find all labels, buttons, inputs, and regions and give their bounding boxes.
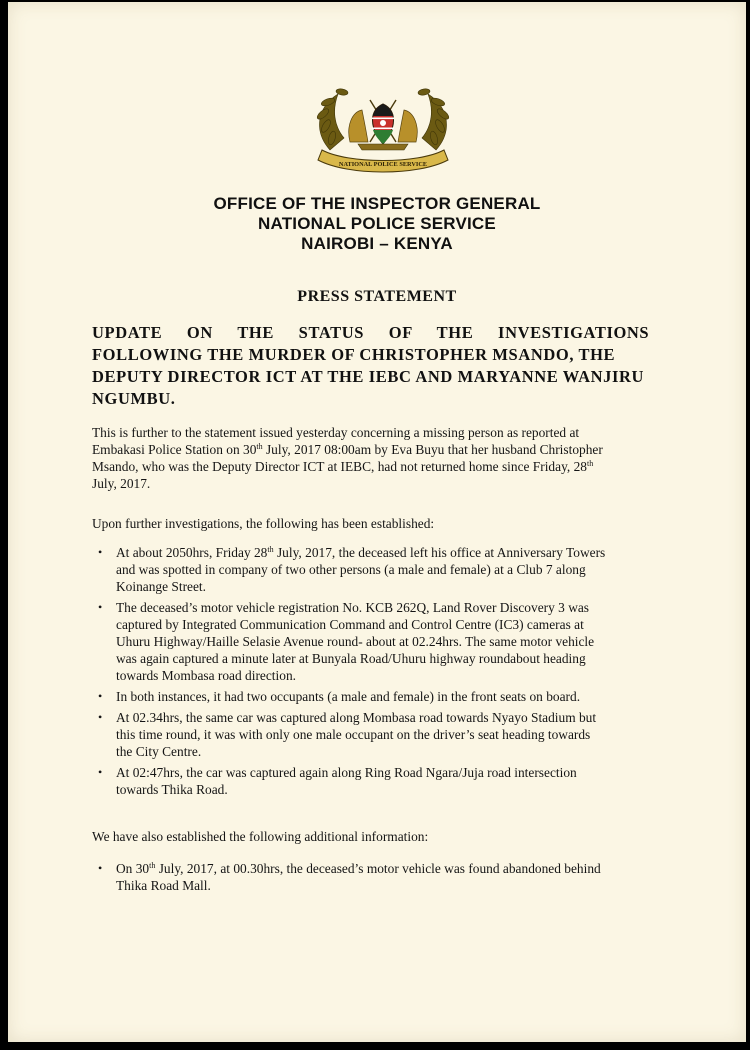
paragraph-line: In both instances, it had two occupants (a male and female) in the front seats on board. bbox=[116, 689, 581, 704]
title-line: UPDATE ON THE STATUS OF THE INVESTIGATIONS bbox=[92, 323, 650, 342]
title-line: NGUMBU. bbox=[92, 389, 176, 408]
paragraph-line: Koinange Street. bbox=[116, 579, 206, 594]
header-office: OFFICE OF THE INSPECTOR GENERAL bbox=[213, 194, 541, 213]
header-location: NAIROBI – KENYA bbox=[301, 234, 453, 253]
list-item bbox=[92, 688, 672, 705]
document-page bbox=[8, 2, 746, 1042]
paragraph-line: The deceased’s motor vehicle registration No. KCB 262Q, Land Rover Discovery 3 was bbox=[116, 600, 590, 615]
list-item bbox=[92, 599, 672, 684]
paragraph-line: towards Thika Road. bbox=[116, 782, 228, 797]
paragraph-line: and was spotted in company of two other persons (a male and female) at a Club 7 along bbox=[116, 562, 586, 577]
additional-list bbox=[92, 860, 672, 898]
paragraph-line: captured by Integrated Communication Command and Control Centre (IC3) cameras at bbox=[116, 617, 584, 632]
bullet-icon: • bbox=[98, 545, 103, 559]
intro-paragraph bbox=[92, 424, 672, 492]
paragraph-line: was again captured a minute later at Bunyala Road/Uhuru highway roundabout heading bbox=[116, 651, 586, 666]
paragraph-line: Thika Road Mall. bbox=[116, 878, 211, 893]
paragraph-line: July, 2017. bbox=[92, 476, 151, 491]
statement-title bbox=[92, 322, 667, 410]
paragraph-line: Embakasi Police Station on 30th July, 2017 08:00am by Eva Buyu that her husband Christopher bbox=[92, 442, 603, 457]
paragraph-line: Msando, who was the Deputy Director ICT at IEBC, had not returned home since Friday, 28th bbox=[92, 459, 594, 474]
findings-intro: Upon further investigations, the following has been established: bbox=[92, 516, 435, 531]
paragraph-line: this time round, it was with only one male occupant on the driver’s seat heading towards bbox=[116, 727, 591, 742]
list-item bbox=[92, 709, 672, 760]
findings-list bbox=[92, 544, 672, 802]
svg-text:NATIONAL POLICE SERVICE: NATIONAL POLICE SERVICE bbox=[338, 161, 428, 168]
paragraph-line: At 02.34hrs, the same car was captured along Mombasa road towards Nyayo Stadium but bbox=[116, 710, 597, 725]
header-service: NATIONAL POLICE SERVICE bbox=[258, 214, 496, 233]
press-statement-label: PRESS STATEMENT bbox=[297, 288, 457, 305]
paragraph-line: This is further to the statement issued yesterday concerning a missing person as reported at bbox=[92, 425, 580, 440]
police-crest-icon bbox=[308, 80, 458, 176]
bullet-icon: • bbox=[98, 689, 103, 703]
paragraph-line: the City Centre. bbox=[116, 744, 202, 759]
title-line: FOLLOWING THE MURDER OF CHRISTOPHER MSANDO, THE bbox=[92, 345, 616, 364]
bullet-icon: • bbox=[98, 861, 103, 875]
list-item bbox=[92, 764, 672, 798]
paragraph-line: towards Mombasa road direction. bbox=[116, 668, 296, 683]
paragraph-line: Uhuru Highway/Haille Selasie Avenue round- about at 02.24hrs. The same motor vehicle bbox=[116, 634, 595, 649]
bullet-icon: • bbox=[98, 765, 103, 779]
list-item bbox=[92, 544, 672, 595]
list-item bbox=[92, 860, 672, 894]
bullet-icon: • bbox=[98, 600, 103, 614]
bullet-icon: • bbox=[98, 710, 103, 724]
paragraph-line: At 02:47hrs, the car was captured again along Ring Road Ngara/Juja road intersection bbox=[116, 765, 577, 780]
additional-intro: We have also established the following additional information: bbox=[92, 829, 429, 844]
title-line: DEPUTY DIRECTOR ICT AT THE IEBC AND MARYANNE WANJIRU bbox=[92, 367, 645, 386]
paragraph-line: On 30th July, 2017, at 00.30hrs, the deceased’s motor vehicle was found abandoned behind bbox=[116, 861, 601, 876]
paragraph-line: At about 2050hrs, Friday 28th July, 2017, the deceased left his office at Anniversary Towers bbox=[116, 545, 606, 560]
